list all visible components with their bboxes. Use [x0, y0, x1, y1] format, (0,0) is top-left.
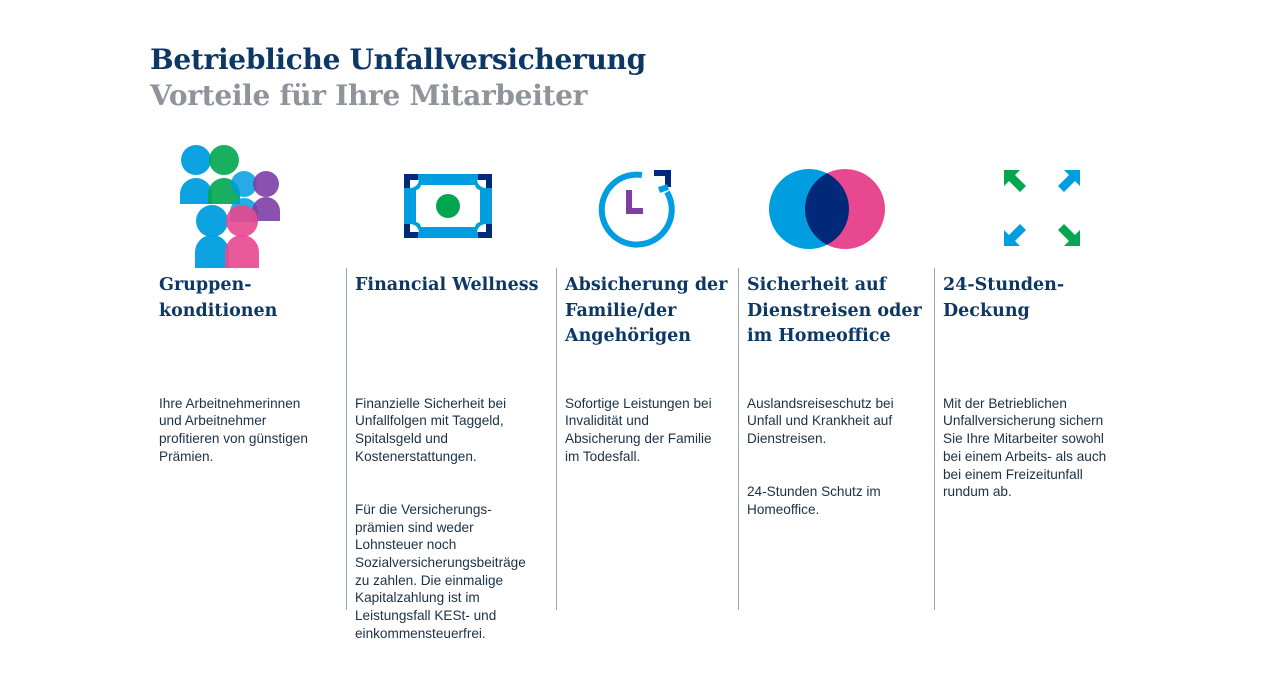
benefit-description — [943, 377, 1106, 536]
benefit-description — [355, 377, 526, 678]
page-subtitle: Vorteile für Ihre Mitarbeiter — [150, 79, 588, 112]
page-header — [150, 42, 646, 114]
benefit-column-family-protection — [556, 268, 732, 610]
benefit-column-business-travel — [738, 268, 929, 610]
benefit-title: Gruppen- konditionen — [159, 275, 278, 321]
benefit-paragraph: Finanzielle Sicherheit bei Unfallfolgen mit Taggeld, Spitalsgeld und Kostenerstattungen. — [355, 395, 507, 464]
benefit-paragraph: 24-Stunden Schutz im Homeoffice. — [747, 484, 881, 517]
benefit-title: Financial Wellness — [355, 275, 539, 295]
benefit-title: Absicherung der Familie/der Angehörigen — [565, 275, 728, 346]
benefit-paragraph: Ihre Arbeitnehmerinnen und Arbeitnehmer profitieren von günstigen Prämien. — [159, 395, 308, 464]
benefit-column-group-conditions — [151, 268, 331, 610]
benefit-description — [159, 377, 308, 501]
group-people-icon — [178, 144, 282, 268]
benefit-column-financial-wellness — [346, 268, 547, 641]
benefit-title: 24-Stunden- Deckung — [943, 275, 1065, 321]
clock-refresh-icon — [598, 170, 682, 250]
benefit-description — [565, 377, 712, 501]
overlapping-circles-icon — [769, 167, 887, 251]
benefit-paragraph: Für die Versicherungs- prämien sind weder Lohnsteuer noch Sozialversicherungsbeiträge zu zahlen. Die einmalige Kapitalzahlung ist im Leistungsfall KESt- und einkommensteuerfrei. — [355, 501, 526, 641]
benefit-column-24h-coverage — [934, 268, 1135, 610]
banknote-icon — [404, 174, 492, 238]
page-title: Betriebliche Unfallversicherung — [150, 43, 646, 76]
benefit-description — [747, 377, 894, 554]
benefit-paragraph: Sofortige Leistungen bei Invalidität und Absicherung der Familie im Todesfall. — [565, 395, 712, 464]
expand-arrows-icon — [1002, 168, 1082, 248]
benefit-paragraph: Auslandsreiseschutz bei Unfall und Krankheit auf Dienstreisen. — [747, 395, 894, 447]
benefit-title: Sicherheit auf Dienstreisen oder im Homeoffice — [747, 275, 922, 346]
benefit-paragraph: Mit der Betrieblichen Unfallversicherung sichern Sie Ihre Mitarbeiter sowohl bei einem Arbeits- als auch bei einem Freizeitunfall rundum ab. — [943, 395, 1107, 500]
